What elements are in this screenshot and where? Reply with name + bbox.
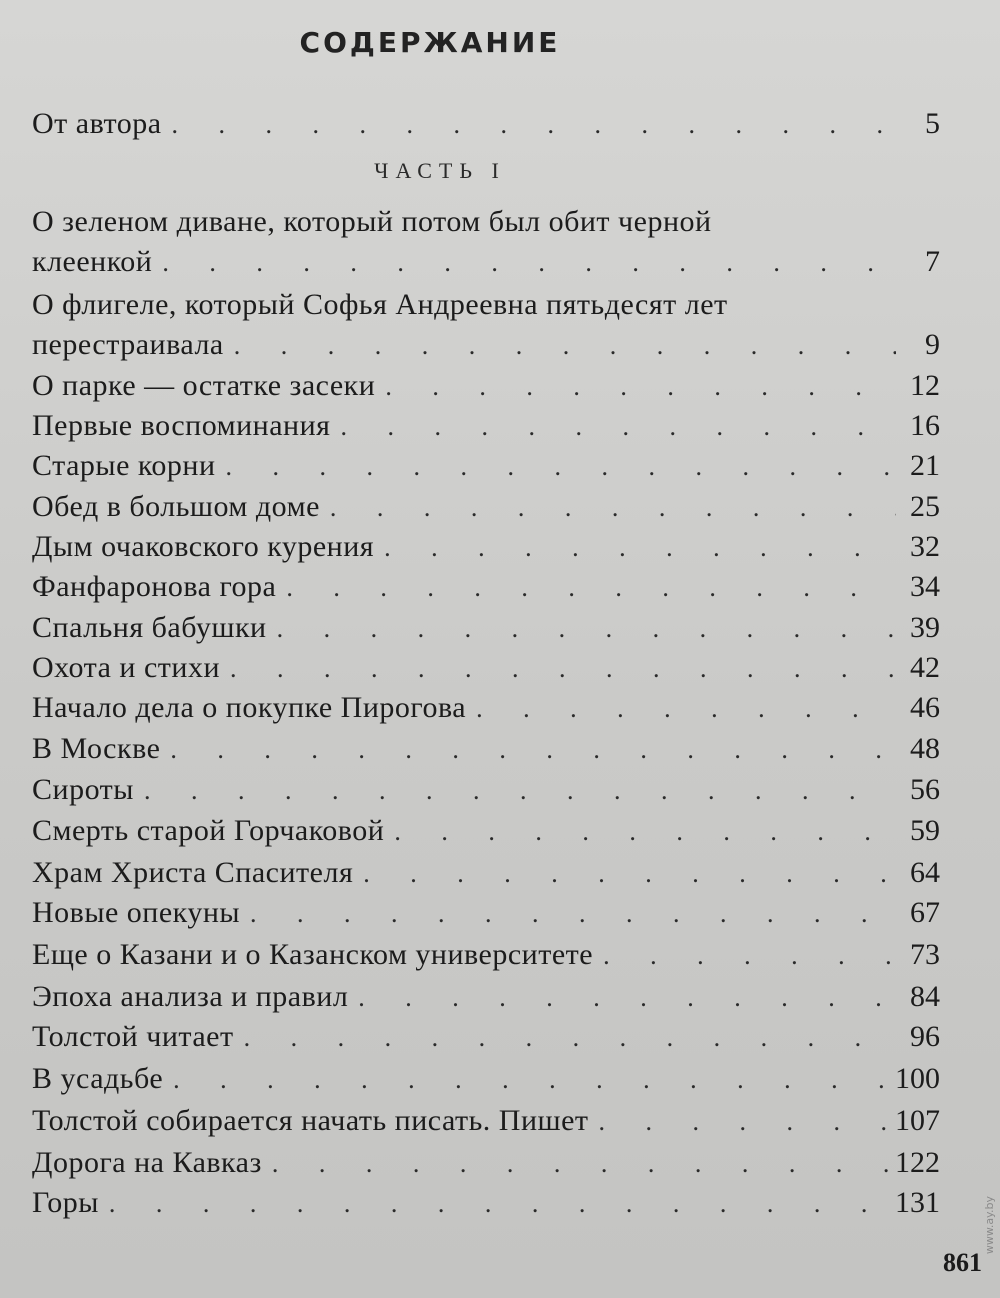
toc-entry-label: Дорога на Кавказ [32, 1146, 262, 1179]
toc-entry-label: Обед в большом доме [32, 490, 320, 523]
toc-entry-label: Храм Христа Спасителя [32, 856, 354, 889]
toc-entry-label: От автора [32, 107, 162, 140]
toc-entry-page: 16 [910, 409, 940, 442]
toc-entry-page: 7 [925, 245, 940, 278]
toc-entry [32, 688, 940, 728]
toc-entry [32, 1059, 940, 1099]
toc-entry-page: 56 [910, 773, 940, 806]
part-heading: ЧАСТЬ I [374, 158, 506, 183]
toc-entry-page: 5 [925, 107, 940, 140]
toc-entry-page: 25 [910, 490, 940, 523]
toc-entry-label: Старые корни [32, 449, 216, 482]
toc-entry [32, 729, 940, 769]
toc-entry-page: 84 [910, 980, 940, 1013]
dot-leader [375, 367, 896, 407]
toc-entry [32, 648, 940, 688]
toc-entry-label: Эпоха анализа и правил [32, 980, 349, 1013]
toc-entry-page: 9 [925, 328, 940, 361]
toc-entry [32, 446, 940, 486]
page-number: 861 [943, 1248, 982, 1277]
toc-entry-label: Начало дела о покупке Пирогова [32, 691, 467, 724]
toc-entry-label: Сироты [32, 773, 134, 806]
toc-entry-page: 34 [910, 570, 940, 603]
page-title: СОДЕРЖАНИЕ [299, 26, 561, 59]
toc-entry-label: В усадьбе [32, 1062, 164, 1095]
dot-leader [384, 812, 896, 852]
dot-leader [589, 1102, 891, 1142]
dot-leader [267, 609, 896, 649]
dot-leader [348, 978, 896, 1018]
toc-entry [32, 1017, 940, 1057]
dot-leader [353, 854, 896, 894]
toc-entry-page: 96 [910, 1020, 940, 1053]
toc-entry [32, 527, 940, 567]
toc-entry-label: Толстой читает [32, 1020, 234, 1053]
toc-entry-label: Спальня бабушки [32, 611, 267, 644]
dot-leader [220, 649, 896, 689]
toc-entry-label: Еще о Казани и о Казанском университете [32, 938, 594, 971]
toc-entry-label: Новые опекуны [32, 896, 241, 929]
dot-leader [163, 1060, 891, 1100]
toc-entry-label: Дым очаковского курения [32, 530, 375, 563]
dot-leader [330, 407, 896, 447]
toc-entry-page: 42 [910, 651, 940, 684]
dot-leader [224, 326, 896, 366]
toc-entry-label: В Москве [32, 732, 161, 765]
toc-entry [32, 893, 940, 933]
toc-entry [32, 811, 940, 851]
toc-entry [32, 935, 940, 975]
toc-entry-page: 100 [895, 1062, 940, 1095]
toc-entry-page: 122 [895, 1146, 940, 1179]
toc-entry [32, 487, 940, 527]
toc-entry [32, 1143, 940, 1183]
toc-entry-multiline [32, 242, 940, 282]
toc-entry-label: Толстой собирается начать писать. Пишет [32, 1104, 589, 1137]
toc-entry-page: 12 [910, 369, 940, 402]
toc-entry-page: 67 [910, 896, 940, 929]
toc-entry [32, 853, 940, 893]
toc-entry [32, 366, 940, 406]
dot-leader [276, 568, 896, 608]
toc-entry-page: 21 [910, 449, 940, 482]
toc-entry-multiline [32, 325, 940, 365]
toc-entry-page: 131 [895, 1186, 940, 1219]
dot-leader [374, 528, 896, 568]
toc-entry-preface [32, 104, 940, 144]
toc-entry-page: 73 [910, 938, 940, 971]
toc-entry-page: 39 [910, 611, 940, 644]
dot-leader [160, 730, 896, 770]
dot-leader [234, 1018, 896, 1058]
dot-leader [466, 689, 896, 729]
toc-entry-page: 46 [910, 691, 940, 724]
toc-entry [32, 977, 940, 1017]
toc-entry [32, 608, 940, 648]
toc-entry-page: 107 [895, 1104, 940, 1137]
toc-entry-first-line: О флигеле, который Софья Андреевна пятьдесят лет [32, 288, 728, 321]
toc-entry [32, 1101, 940, 1141]
dot-leader [216, 447, 896, 487]
dot-leader [593, 936, 896, 976]
toc-entry-label: клеенкой [32, 245, 153, 278]
toc-entry-page: 32 [910, 530, 940, 563]
dot-leader [162, 105, 896, 145]
toc-entry-label: Смерть старой Горчаковой [32, 814, 385, 847]
dot-leader [152, 243, 896, 283]
toc-entry-label: перестраивала [32, 328, 224, 361]
dot-leader [134, 771, 896, 811]
toc-entry [32, 770, 940, 810]
dot-leader [320, 488, 896, 528]
toc-entry [32, 567, 940, 607]
toc-entry-label: Первые воспоминания [32, 409, 331, 442]
toc-entry-first-line: О зеленом диване, который потом был обит черной [32, 205, 712, 238]
watermark: www.ay.by [983, 1196, 996, 1255]
toc-entry [32, 1183, 940, 1223]
toc-entry-page: 64 [910, 856, 940, 889]
toc-entry-label: О парке — остатке засеки [32, 369, 376, 402]
dot-leader [262, 1144, 891, 1184]
toc-entry-label: Фанфаронова гора [32, 570, 277, 603]
toc-entry-page: 48 [910, 732, 940, 765]
dot-leader [240, 894, 896, 934]
toc-entry-label: Горы [32, 1186, 99, 1219]
toc-entry-label: Охота и стихи [32, 651, 221, 684]
toc-entry [32, 406, 940, 446]
toc-entry-page: 59 [910, 814, 940, 847]
dot-leader [99, 1184, 891, 1224]
